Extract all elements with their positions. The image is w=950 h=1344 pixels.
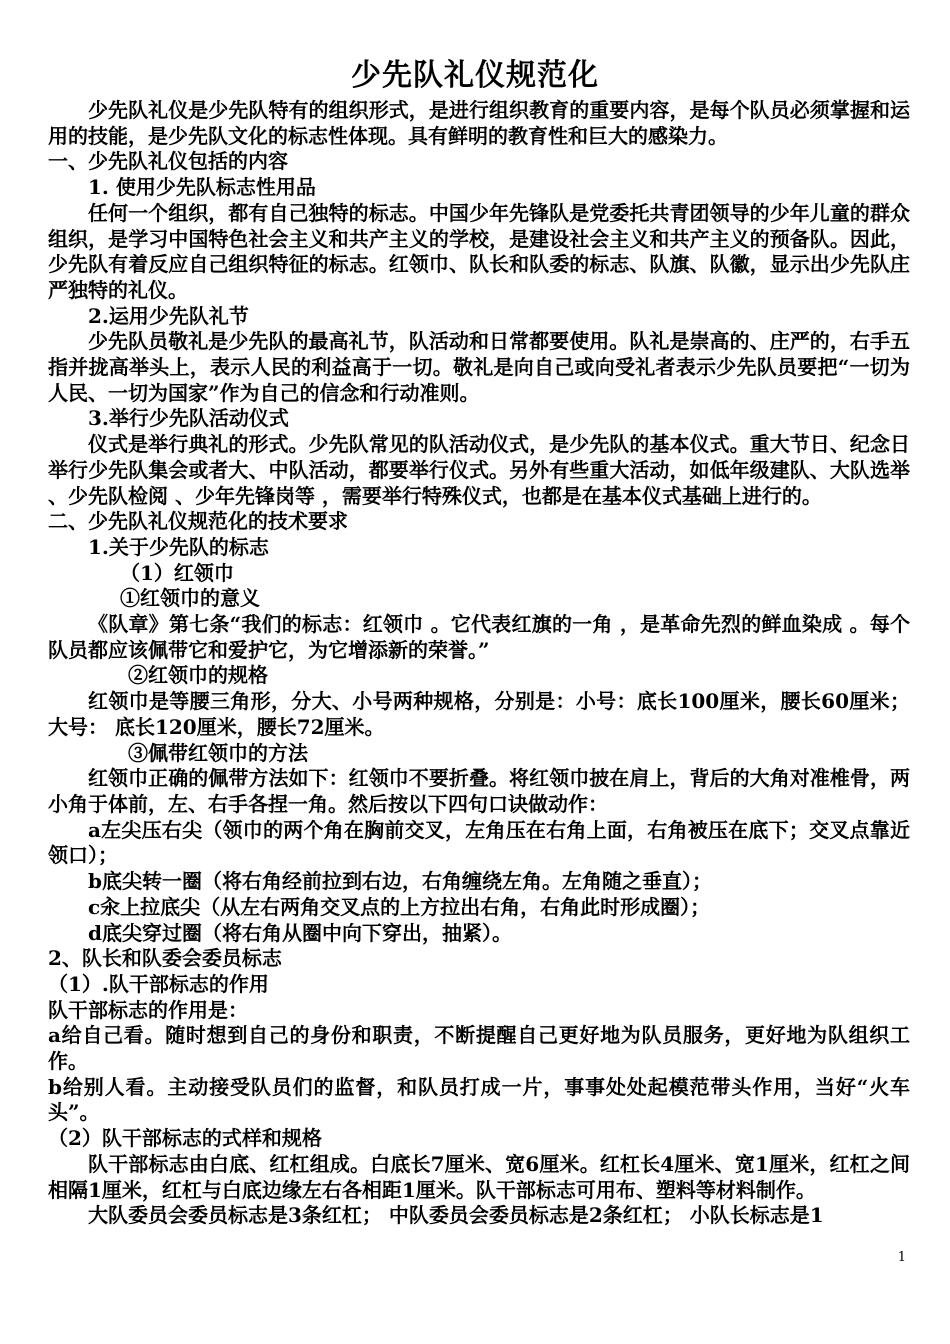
item-heading-style: （2）队干部标志的式样和规格: [48, 1126, 322, 1151]
subsection-heading-1-3: 3.举行少先队活动仪式: [88, 406, 289, 431]
paragraph-symbols: 任何一个组织，都有自己独特的标志。中国少年先锋队是党委托共青团领导的少年儿童的群众组织，是学习中国特色社会主义和共产主义的学校，是建设社会主义和共产主义的预备队。因此，少先队有着反应自己组织特征的标志。红领巾、队长和队委的标志、队旗、队徽，显示出少先队庄严独特的礼仪。: [48, 200, 910, 302]
subsection-heading-2-2: 2、队长和队委会委员标志: [48, 946, 282, 971]
paragraph-ceremony: 仪式是举行典礼的形式。少先队常见的队活动仪式，是少先队的基本仪式。重大节日、纪念日举行少先队集会或者大、中队活动，都要举行仪式。另外有些重大活动，如低年级建队、大队选举 、少先队检阅 、少年先锋岗等 ，需要举行特殊仪式，也都是在基本仪式基础上进行的。: [48, 432, 910, 508]
subsection-heading-2-1: 1.关于少先队的标志: [88, 534, 269, 559]
role-a: a给自己看。随时想到自己的身份和职责，不断提醒自己更好地为队员服务，更好地为队组织工作。: [48, 1023, 910, 1074]
paragraph-method: 红领巾正确的佩带方法如下：红领巾不要折叠。将红领巾披在肩上，背后的大角对准椎骨，两小角于体前，左、右手各捏一角。然后按以下四句口诀做动作：: [48, 766, 910, 816]
document-body: [48, 98, 910, 1229]
item-heading-role: （1）.队干部标志的作用: [48, 971, 269, 996]
intro-paragraph: 少先队礼仪是少先队特有的组织形式，是进行组织教育的重要内容，是每个队员必须掌握和运用的技能，是少先队文化的标志性体现。具有鲜明的教育性和巨大的感染力。: [48, 98, 910, 148]
page-number: 1: [897, 1250, 906, 1265]
paragraph-charter: 《队章》第七条“我们的标志：红领巾 。它代表红旗的一角 ，是革命先烈的鲜血染成 。每个队员都应该佩带它和爱护它，为它增添新的荣誉。”: [48, 612, 910, 662]
step-c: c汆上拉底尖（从左右两角交叉点的上方拉出右角，右角此时形成圈）；: [88, 894, 711, 919]
step-a: a左尖压右尖（领巾的两个角在胸前交叉，左角压在右角上面，右角被压在底下；交叉点靠近领口）；: [48, 817, 910, 868]
item-heading-meaning: ①红领巾的意义: [120, 586, 260, 611]
page-title: 少先队礼仪规范化: [351, 58, 599, 93]
section-heading-1: 一、少先队礼仪包括的内容: [48, 149, 288, 174]
paragraph-salute: 少先队员敬礼是少先队的最高礼节，队活动和日常都要使用。队礼是崇高的、庄严的，右手五指并拢高举头上，表示人民的利益高于一切。敬礼是向自己或向受礼者表示少先队员要把“一切为人民、一切为国家”作为自己的信念和行动准则。: [48, 329, 910, 405]
step-d: d底尖穿过圈（将右角从圈中向下穿出，抽紧）。: [88, 920, 512, 945]
step-b: b底尖转一圈（将右角经前拉到右边，右角缠绕左角。左角随之垂直）；: [88, 869, 712, 894]
item-heading-red-scarf: （1）红领巾: [120, 560, 234, 585]
paragraph-spec: 红领巾是等腰三角形，分大、小号两种规格，分别是：小号：底长100厘米，腰长60厘米； 大号： 底长120厘米，腰长72厘米。: [48, 689, 910, 739]
item-heading-spec: ②红领巾的规格: [128, 663, 268, 688]
item-heading-method: ③佩带红领巾的方法: [128, 740, 308, 765]
subsection-heading-1-1: 1. 使用少先队标志性用品: [88, 175, 316, 200]
role-b: b给别人看。主动接受队员们的监督，和队员打成一片，事事处处起模范带头作用，当好“火车头”。: [48, 1074, 910, 1125]
section-heading-2: 二、少先队礼仪规范化的技术要求: [48, 509, 348, 534]
subsection-heading-1-2: 2.运用少先队礼节: [88, 303, 249, 328]
paragraph-role-lead: 队干部标志的作用是：: [48, 997, 248, 1022]
paragraph-style: 队干部标志由白底、红杠组成。白底长7厘米、宽6厘米。红杠长4厘米、宽1厘米，红杠之间相隔1厘米，红杠与白底边缘左右各相距1厘米。队干部标志可用布、塑料等材料制作。: [48, 1151, 910, 1202]
paragraph-ranks: 大队委员会委员标志是3条红杠； 中队委员会委员标志是2条红杠； 小队长标志是1: [88, 1203, 824, 1228]
